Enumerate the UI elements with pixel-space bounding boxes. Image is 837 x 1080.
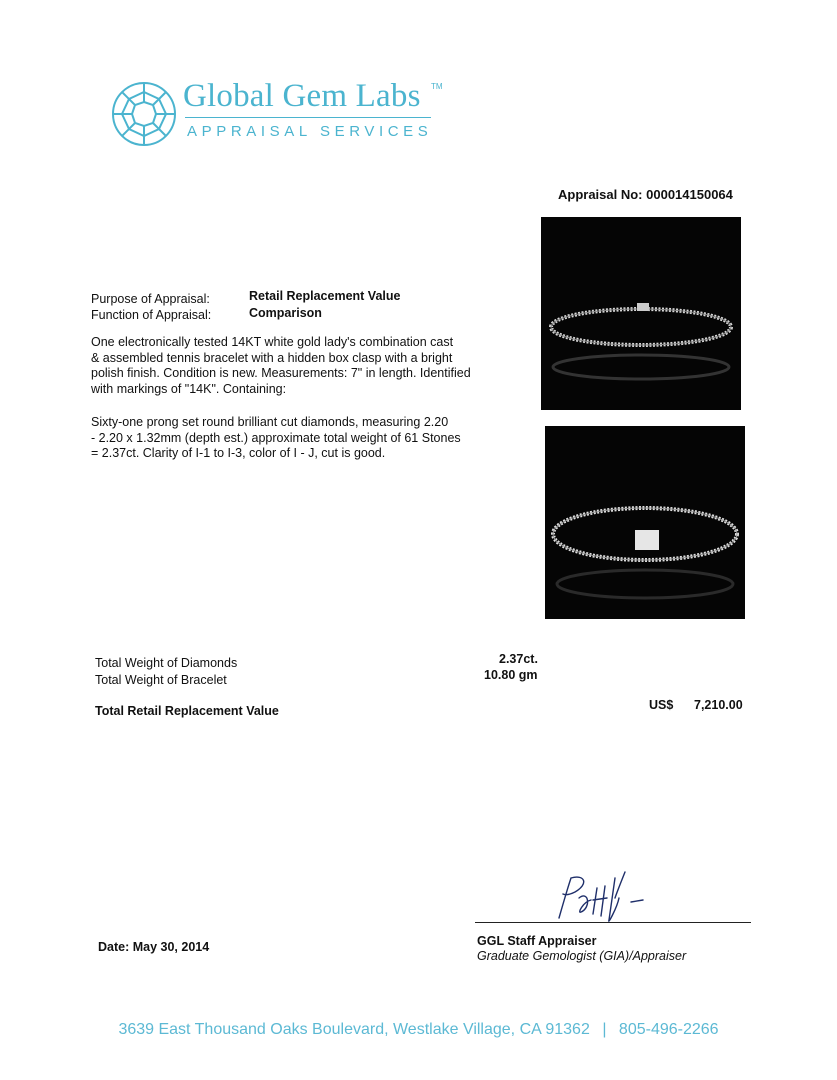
appraiser-name: GGL Staff Appraiser	[477, 934, 597, 948]
brand-name: Global Gem Labs	[183, 78, 421, 114]
brand-subtitle: APPRAISAL SERVICES	[187, 123, 433, 140]
bracelet-photo-side	[541, 217, 741, 410]
description-line: polish finish. Condition is new. Measurements: 7" in length. Identified	[91, 366, 471, 380]
purpose-value: Retail Replacement Value	[249, 289, 401, 303]
trademark: TM	[431, 82, 443, 91]
gem-logo-icon	[110, 80, 178, 148]
description-paragraph-1	[91, 335, 521, 397]
bracelet-weight-label: Total Weight of Bracelet	[95, 673, 227, 687]
description-line: with markings of "14K". Containing:	[91, 381, 287, 396]
footer-phone: 805-496-2266	[618, 1021, 719, 1038]
retail-value-label: Total Retail Replacement Value	[95, 704, 279, 718]
footer-contact	[0, 1021, 837, 1039]
bracelet-top-image	[545, 426, 745, 619]
bracelet-side-image	[541, 217, 741, 410]
footer-separator: |	[602, 1021, 607, 1038]
purpose-label: Purpose of Appraisal:	[91, 292, 210, 306]
appraisal-date: Date: May 30, 2014	[98, 940, 210, 954]
description-line: & assembled tennis bracelet with a hidden box clasp with a bright	[91, 350, 453, 365]
description-line: - 2.20 x 1.32mm (depth est.) approximate total weight of 61 Stones	[91, 430, 461, 445]
diamond-weight-label: Total Weight of Diamonds	[95, 656, 238, 670]
diamond-weight-value: 2.37ct.	[499, 652, 538, 666]
description-line: Sixty-one prong set round brilliant cut diamonds, measuring 2.20	[91, 415, 449, 429]
currency-label: US$	[649, 698, 674, 712]
description-line: = 2.37ct. Clarity of I-1 to I-3, color of I - J, cut is good.	[91, 446, 386, 460]
appraisal-number: Appraisal No: 000014150064	[558, 187, 733, 202]
appraiser-signature-icon	[545, 868, 665, 924]
bracelet-weight-value: 10.80 gm	[484, 668, 538, 682]
brand-divider	[185, 117, 431, 118]
description-line: One electronically tested 14KT white gold lady's combination cast	[91, 335, 454, 349]
footer-address: 3639 East Thousand Oaks Boulevard, Westlake Village, CA 91362	[118, 1021, 590, 1038]
function-label: Function of Appraisal:	[91, 308, 212, 322]
bracelet-photo-top	[545, 426, 745, 619]
appraiser-title: Graduate Gemologist (GIA)/Appraiser	[477, 949, 687, 963]
retail-value-amount: 7,210.00	[694, 698, 743, 712]
function-value: Comparison	[249, 306, 322, 320]
description-paragraph-2	[91, 415, 521, 462]
signature-line	[475, 922, 751, 923]
